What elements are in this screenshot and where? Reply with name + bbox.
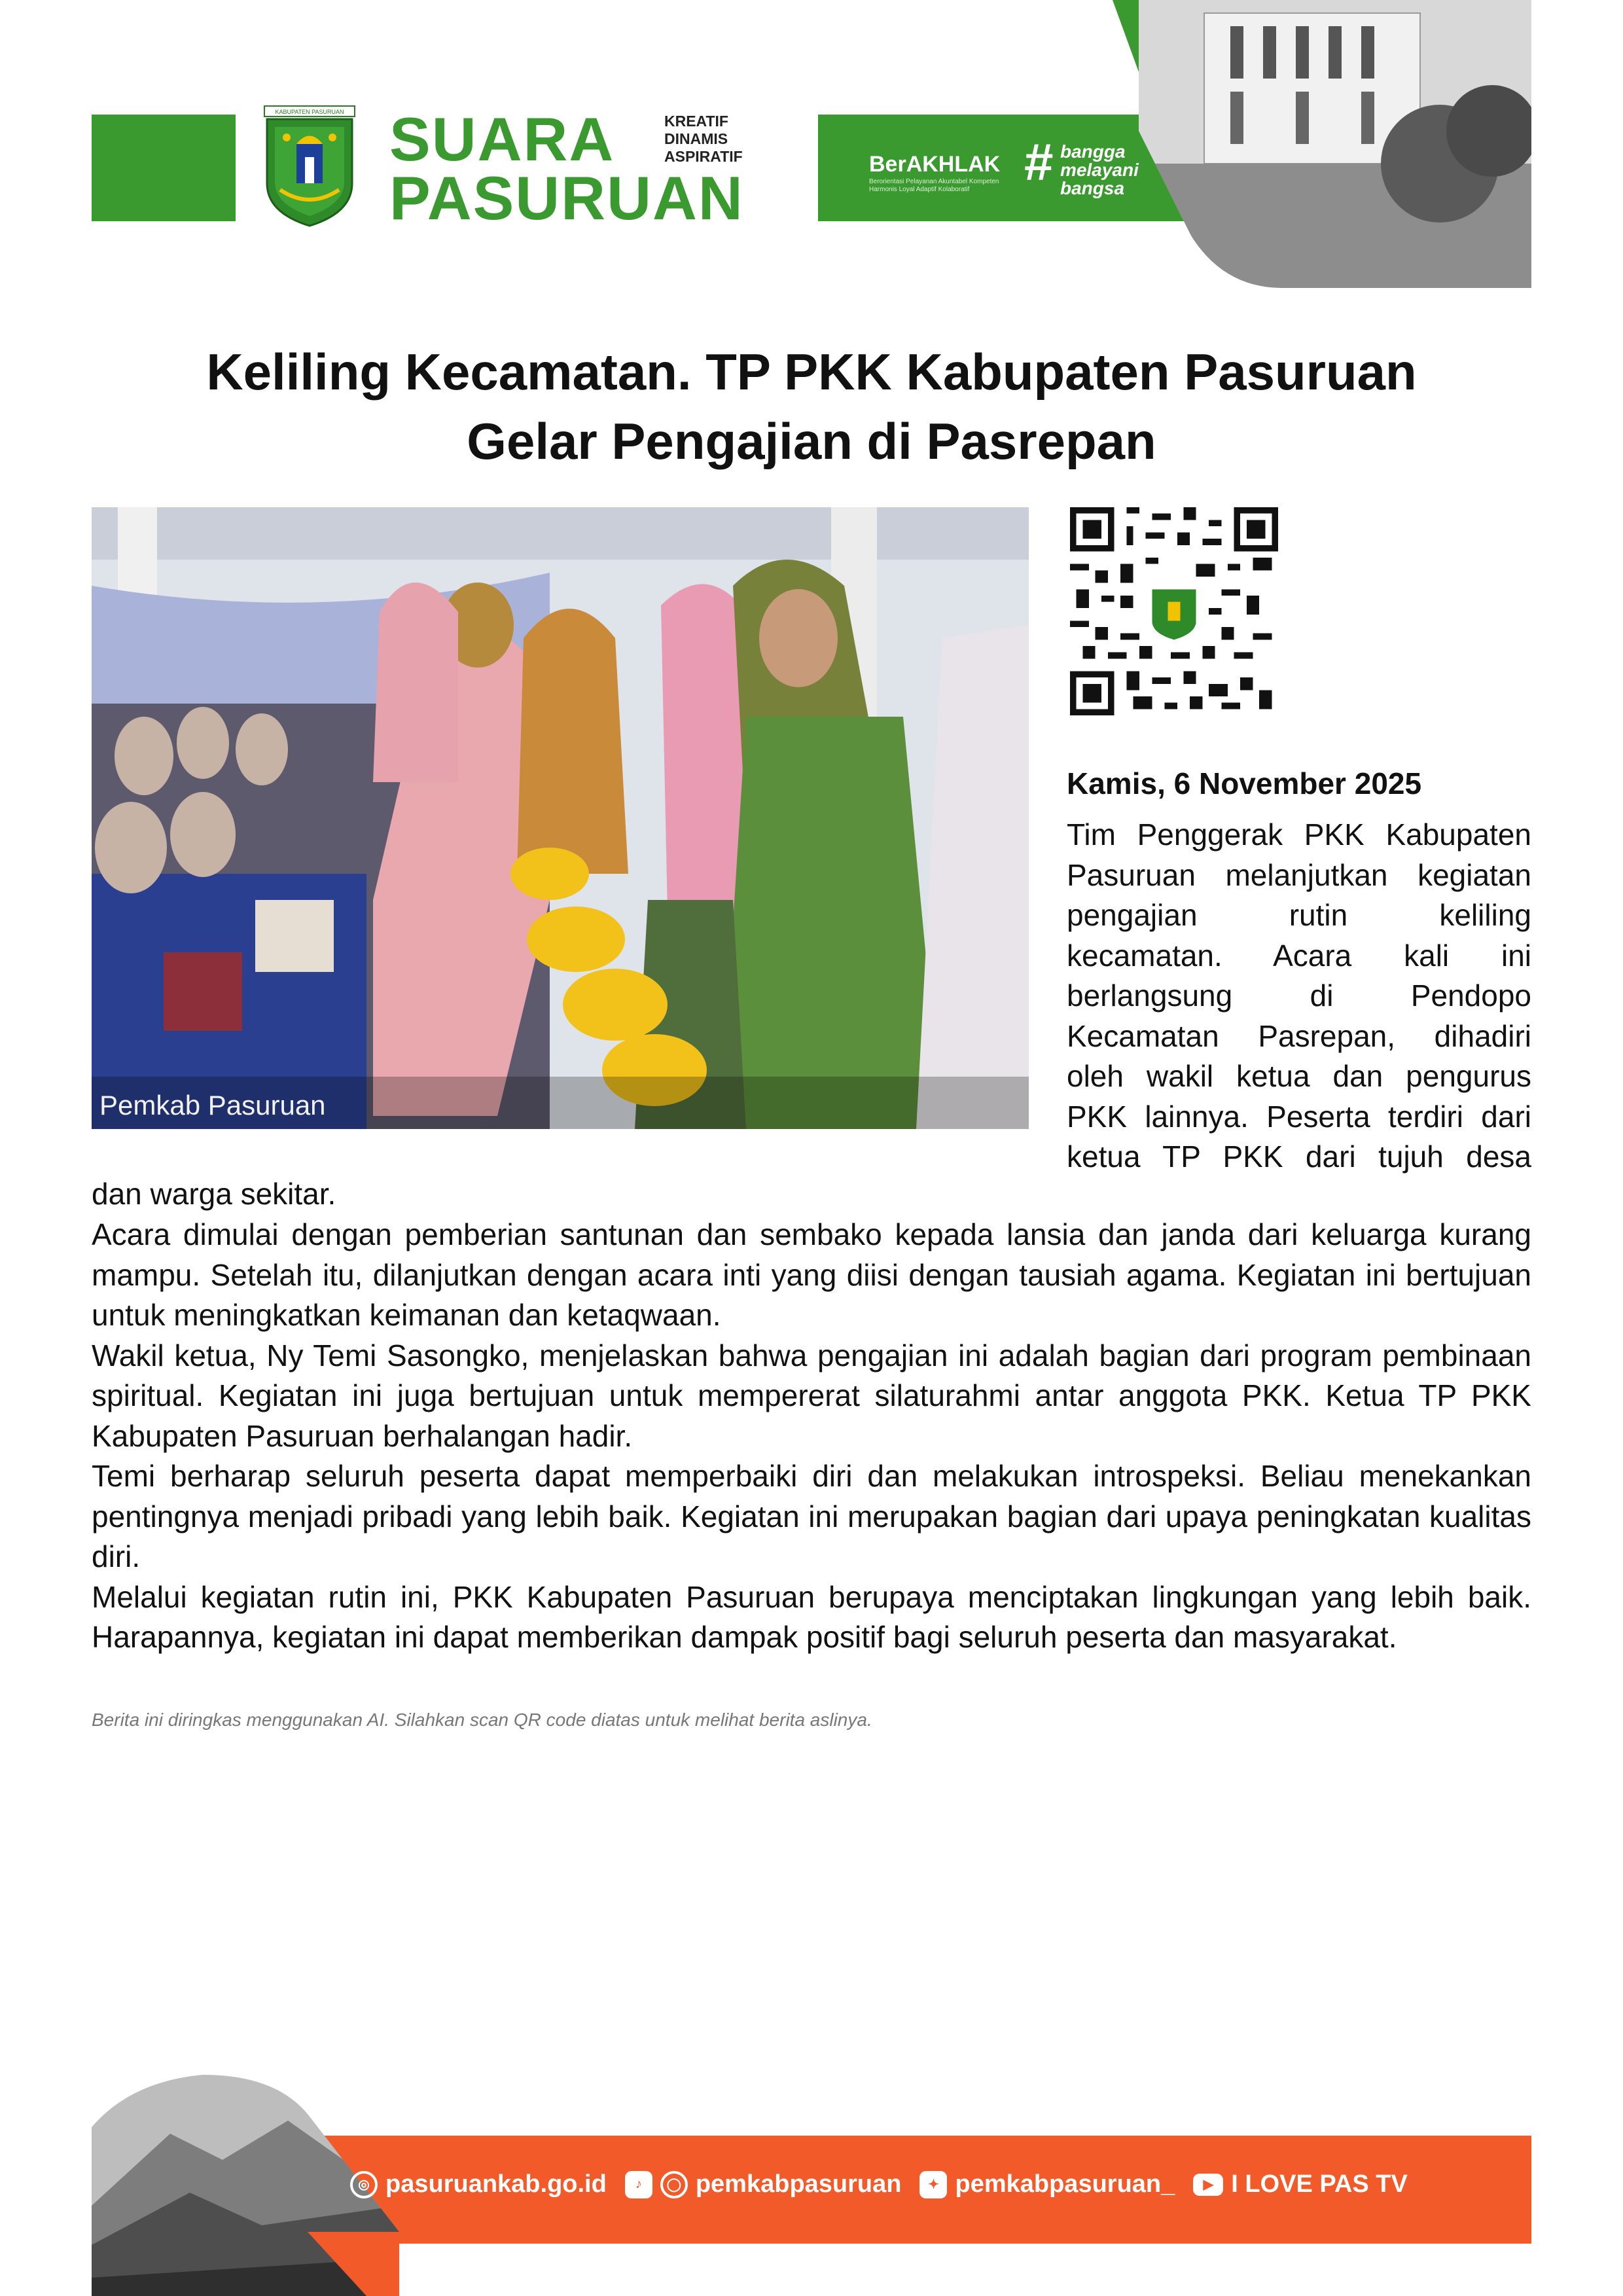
berakhlak-subtitle: Berorientasi Pelayanan Akuntabel Kompeten Harmonis Loyal Adaptif Kolaboratif — [869, 178, 999, 193]
lead-line: oleh wakil ketua dan pengurus — [1067, 1059, 1531, 1093]
lead-line: pengajian rutin keliling — [1067, 898, 1531, 932]
tiktok-icon: ♪ — [625, 2171, 652, 2198]
tagline-item: KREATIF — [664, 113, 728, 130]
lead-line: berlangsung di Pendopo — [1067, 978, 1531, 1013]
kabupaten-pasuruan-emblem — [260, 105, 359, 229]
lead-paragraph — [1067, 815, 1531, 1177]
article-title — [92, 337, 1531, 476]
hashtag-mark: # — [1024, 133, 1054, 191]
article-photo — [92, 507, 1029, 1129]
header-building-photo — [1113, 0, 1531, 288]
body-paragraph: Temi berharap seluruh peserta dapat memperbaiki diri dan melakukan introspeksi. Beliau menekankan pentingnya menjadi pribadi yang lebih baik. Kegiatan ini merupakan bagian dari upaya peningkatan kualitas diri. — [92, 1459, 1531, 1573]
body-paragraph: Melalui kegiatan rutin ini, PKK Kabupaten Pasuruan berupaya menciptakan lingkungan yang lebih baik. Harapannya, kegiatan ini dapat memberikan dampak positif bagi seluruh peserta dan masyarakat. — [92, 1579, 1531, 1654]
lead-line: ketua TP PKK dari tujuh desa — [1067, 1139, 1531, 1174]
bangga-word: melayani — [1060, 160, 1139, 180]
youtube-icon: ▶ — [1193, 2174, 1223, 2196]
body-paragraph: Wakil ketua, Ny Temi Sasongko, menjelaskan bahwa pengajian ini adalah bagian dari program pembinaan spiritual. Kegiatan ini juga bertujuan untuk mempererat silaturahmi antar anggota PKK. Ketua TP PKK Kabupaten Pasuruan berhalangan hadir. — [92, 1338, 1531, 1453]
brand-tagline — [664, 113, 743, 166]
title-line-1: Keliling Kecamatan. TP PKK Kabupaten Pasuruan — [206, 343, 1417, 401]
social-link[interactable] — [625, 2170, 902, 2198]
tagline-item: ASPIRATIF — [664, 148, 743, 165]
ai-disclaimer: Berita ini diringkas menggunakan AI. Silahkan scan QR code diatas untuk melihat berita aslinya. — [92, 1710, 872, 1730]
youtube-link[interactable] — [1193, 2170, 1408, 2198]
twitter-link[interactable] — [919, 2170, 1175, 2198]
social-handle-label: pemkabpasuruan — [695, 2170, 902, 2198]
lead-paragraph-tail: dan warga sekitar. — [92, 1177, 336, 1211]
bangga-word: bangsa — [1060, 178, 1125, 198]
lead-line: Kecamatan Pasrepan, dihadiri — [1067, 1018, 1531, 1053]
title-line-2: Gelar Pengajian di Pasrepan — [467, 412, 1156, 470]
emblem-caption: KABUPATEN PASURUAN — [275, 109, 344, 115]
twitter-icon: ✦ — [919, 2171, 947, 2198]
body-paragraph: Acara dimulai dengan pemberian santunan dan sembako kepada lansia dan janda dari keluarga kurang mampu. Setelah itu, dilanjutkan dengan acara inti yang diisi dengan tausiah agama. Kegiatan ini bertujuan untuk meningkatkan keimanan dan ketaqwaan. — [92, 1217, 1531, 1332]
photo-credit: Pemkab Pasuruan — [99, 1090, 326, 1121]
lead-line: kecamatan. Acara kali ini — [1067, 938, 1531, 973]
tagline-item: DINAMIS — [664, 130, 728, 147]
brand-line-2: PASURUAN — [389, 164, 744, 232]
footer-contacts — [350, 2170, 1426, 2198]
website-link[interactable] — [350, 2170, 607, 2198]
qr-code[interactable] — [1070, 507, 1278, 715]
bangga-word: bangga — [1060, 141, 1126, 162]
article-body — [92, 1215, 1531, 1658]
instagram-icon: ◯ — [660, 2171, 688, 2198]
berakhlak-label: BerAKHLAK — [869, 152, 1001, 177]
lead-line: PKK lainnya. Peserta terdiri dari — [1067, 1099, 1531, 1134]
twitter-handle-label: pemkabpasuruan_ — [955, 2170, 1175, 2198]
website-label: pasuruankab.go.id — [385, 2170, 607, 2198]
globe-icon: ◎ — [350, 2171, 378, 2198]
brand-line-1: SUARA — [389, 105, 615, 173]
youtube-label: I LOVE PAS TV — [1231, 2170, 1408, 2198]
article-date: Kamis, 6 November 2025 — [1067, 766, 1422, 800]
header-green-block — [92, 115, 236, 221]
lead-line: Tim Penggerak PKK Kabupaten — [1067, 817, 1531, 852]
lead-line: Pasuruan melanjutkan kegiatan — [1067, 857, 1531, 892]
